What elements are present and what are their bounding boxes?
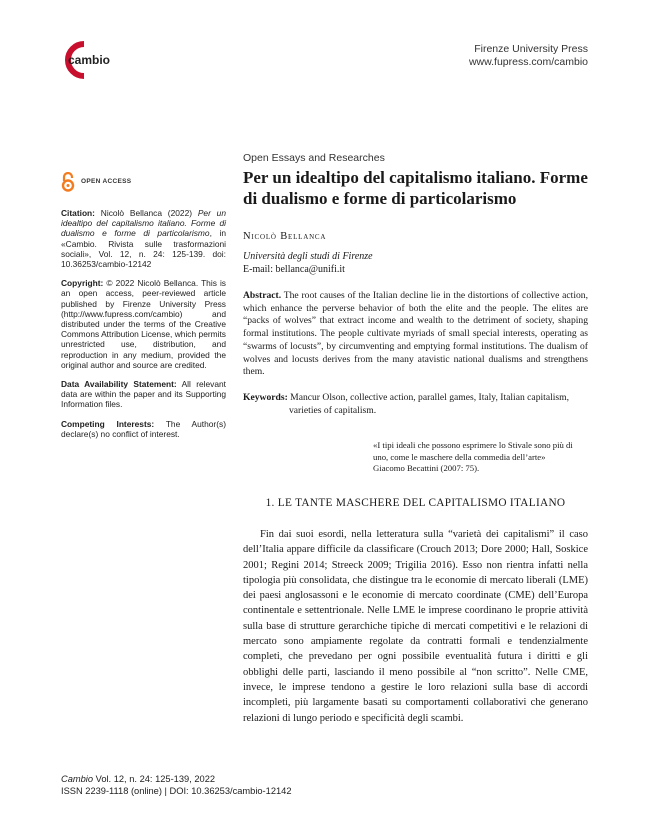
abstract	[243, 290, 588, 379]
article-title: Per un idealtipo del capitalismo italiano. Forme di dualismo e forme di particolarismo	[243, 168, 588, 208]
open-access-icon	[61, 172, 75, 192]
competing-interests-block	[61, 419, 226, 439]
competing-interests-label: Competing Interests:	[61, 418, 155, 429]
open-access-badge	[61, 172, 226, 192]
cambio-logo-mark	[60, 40, 120, 80]
author-email[interactable]: E-mail: bellanca@unifi.it	[243, 264, 345, 275]
section-heading: 1. LE TANTE MASCHERE DEL CAPITALISMO ITALIANO	[265, 496, 566, 509]
citation-label: Citation:	[61, 208, 95, 218]
publisher-name: Firenze University Press	[474, 43, 588, 55]
article-sidebar	[61, 172, 226, 448]
abstract-text: The root causes of the Italian decline lie in the distortions of collective action, which enhance the perverse behavior of both the elite and the people. The elites are “packs of wolves” that extract income and wealth to the detriment of society, shaping formal institutions. The people cultivate myriads of small special interests, operating as “swarms of locusts”, by circumventing and emptying formal institutions. The dualism of wolves and locusts derives from the many atavistic national dualisms and strengthens them.	[243, 290, 588, 378]
section-label: Open Essays and Researches	[243, 152, 385, 164]
keywords	[243, 392, 588, 417]
footer-journal: Cambio	[61, 774, 94, 784]
competing-interests-text: The Author(s) declare(s) no conflict of interest.	[61, 418, 226, 439]
svg-text:cambio: cambio	[68, 53, 111, 67]
copyright-text: © 2022 Nicolò Bellanca. This is an open access, peer-reviewed article published by Firenze University Press (http://www.fupress.com/cambio) and distributed under the terms of the Creative Commons Attribution License, which permits unrestricted use, distribution, and reproduction in any medium, provided the original author and source are credited.	[61, 278, 226, 370]
epigraph-source: Giacomo Becattini (2007: 75).	[373, 462, 480, 473]
publisher-info	[469, 43, 588, 69]
citation-block	[61, 208, 226, 269]
footer-journal-line	[61, 773, 292, 785]
epigraph-text: «I tipi ideali che possono esprimere lo Stivale sono più di uno, come le maschere della commedia dell’arte»	[373, 440, 573, 462]
data-availability-block	[61, 379, 226, 410]
footer-issn: ISSN 2239-1118 (online) | DOI: 10.36253/cambio-12142	[61, 786, 292, 796]
article-main	[243, 152, 588, 726]
citation-author: Nicolò Bellanca (2022)	[100, 208, 193, 218]
footer-volume: Vol. 12, n. 24: 125-139, 2022	[93, 774, 216, 784]
publisher-url[interactable]: www.fupress.com/cambio	[468, 56, 588, 68]
citation-title: Per un idealtipo del capitalismo italiano. Forme di dualismo e forme di particolarismo	[61, 208, 226, 239]
body-paragraph: Fin dai suoi esordi, nella letteratura sulla “varietà dei capitalismi” il caso dell’Italia appare difficile da classificare (Crouch 2013; Dore 2000; Hall, Soskice 2001; Regini 2014; Streeck 2009; Trigilia 2016). Esso non rientra infatti nella tipologia più consolidata, che distingue tra le economie di mercato liberali (LME) dei paesi anglosassoni e le economie di mercato coordinate (CME) dell’Europa continentale e settentrionale. Nelle LME le imprese coordinano le proprie attività sulla base di strutture gerarchiche tipiche di mercati competitivi e le relazioni di mercato sono ampiamente regolate da contratti formali e tendenzialmente completi, che prevedano per ogni possibile eventualità futura i diritti e gli obblighi delle parti, lasciando il meno possibile al “non scritto”. Nelle CME, invece, le imprese tendono a gestire le loro relazioni sulla base di accordi incompleti, più largamente basati su comportamenti collaborativi che generano relazioni di lungo periodo e specificità degli scambi.	[243, 528, 588, 724]
copyright-label: Copyright:	[61, 278, 104, 289]
citation-details: , in «Cambio. Rivista sulle trasformazioni sociali», Vol. 12, n. 24: 125-139. doi: 10.36253/cambio-12142	[61, 228, 226, 270]
keywords-label: Keywords:	[243, 391, 288, 403]
data-availability-label: Data Availability Statement:	[61, 379, 177, 390]
cambio-logo[interactable]	[60, 40, 120, 80]
copyright-block	[61, 278, 226, 370]
article-author: Nicolò Bellanca	[243, 231, 327, 242]
open-access-label: OPEN ACCESS	[81, 177, 132, 185]
keywords-text: Mancur Olson, collective action, parallel games, Italy, Italian capitalism, varieties of capitalism.	[289, 391, 569, 416]
author-affiliation: Università degli studi di Firenze	[243, 251, 373, 262]
data-availability-text: All relevant data are within the paper and its Supporting Information files.	[61, 379, 226, 410]
epigraph	[373, 440, 588, 474]
abstract-label: Abstract.	[243, 290, 282, 301]
page-footer	[61, 773, 292, 797]
